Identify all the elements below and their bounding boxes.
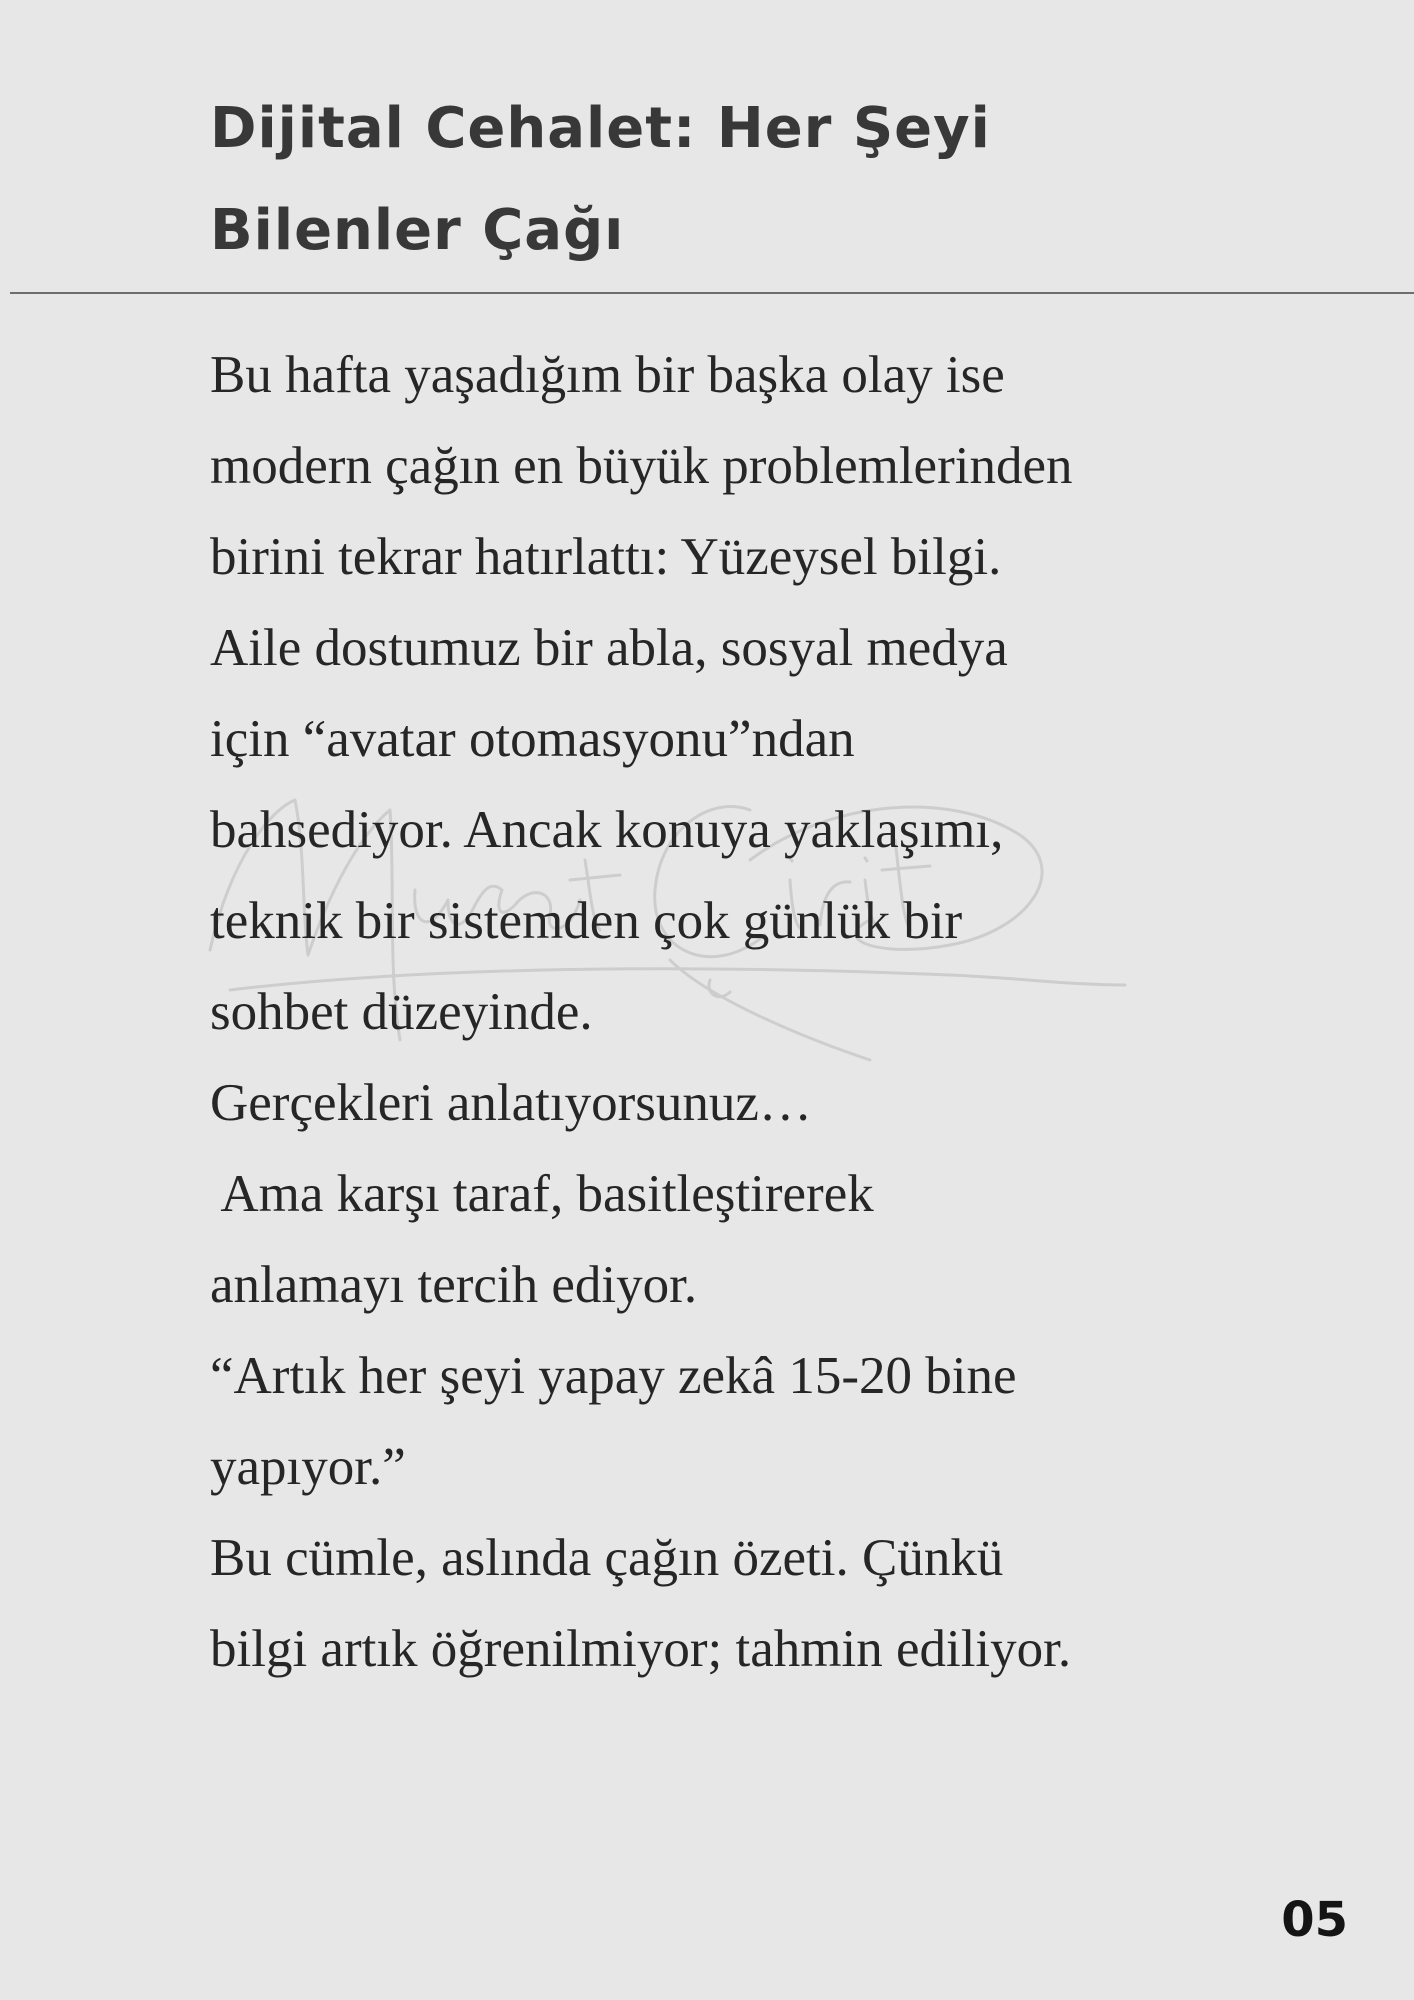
body-line: Ama karşı taraf, basitleştirerek (210, 1165, 874, 1223)
title-divider (10, 292, 1414, 294)
article-body (210, 330, 1360, 1695)
body-line: teknik bir sistemden çok günlük bir (210, 892, 963, 950)
body-line: yapıyor.” (210, 1438, 406, 1496)
body-line: Gerçekleri anlatıyorsunuz… (210, 1074, 812, 1132)
title-line-2: Bilenler Çağı (210, 198, 625, 263)
body-line: “Artık her şeyi yapay zekâ 15-20 bine (210, 1347, 1017, 1405)
page-number: 05 (1281, 1892, 1348, 1948)
title-line-1: Dijital Cehalet: Her Şeyi (210, 96, 991, 161)
body-line: birini tekrar hatırlattı: Yüzeysel bilgi. (210, 528, 1002, 586)
body-line: bahsediyor. Ancak konuya yaklaşımı, (210, 801, 1004, 859)
body-line: için “avatar otomasyonu”ndan (210, 710, 855, 768)
body-line: sohbet düzeyinde. (210, 983, 593, 1041)
body-line: Bu cümle, aslında çağın özeti. Çünkü (210, 1529, 1004, 1587)
page-title (210, 78, 1310, 282)
body-line: Bu hafta yaşadığım bir başka olay ise (210, 346, 1005, 404)
body-line: bilgi artık öğrenilmiyor; tahmin ediliyor. (210, 1620, 1072, 1678)
body-line: Aile dostumuz bir abla, sosyal medya (210, 619, 1008, 677)
body-line: modern çağın en büyük problemlerinden (210, 437, 1073, 495)
body-line: anlamayı tercih ediyor. (210, 1256, 698, 1314)
